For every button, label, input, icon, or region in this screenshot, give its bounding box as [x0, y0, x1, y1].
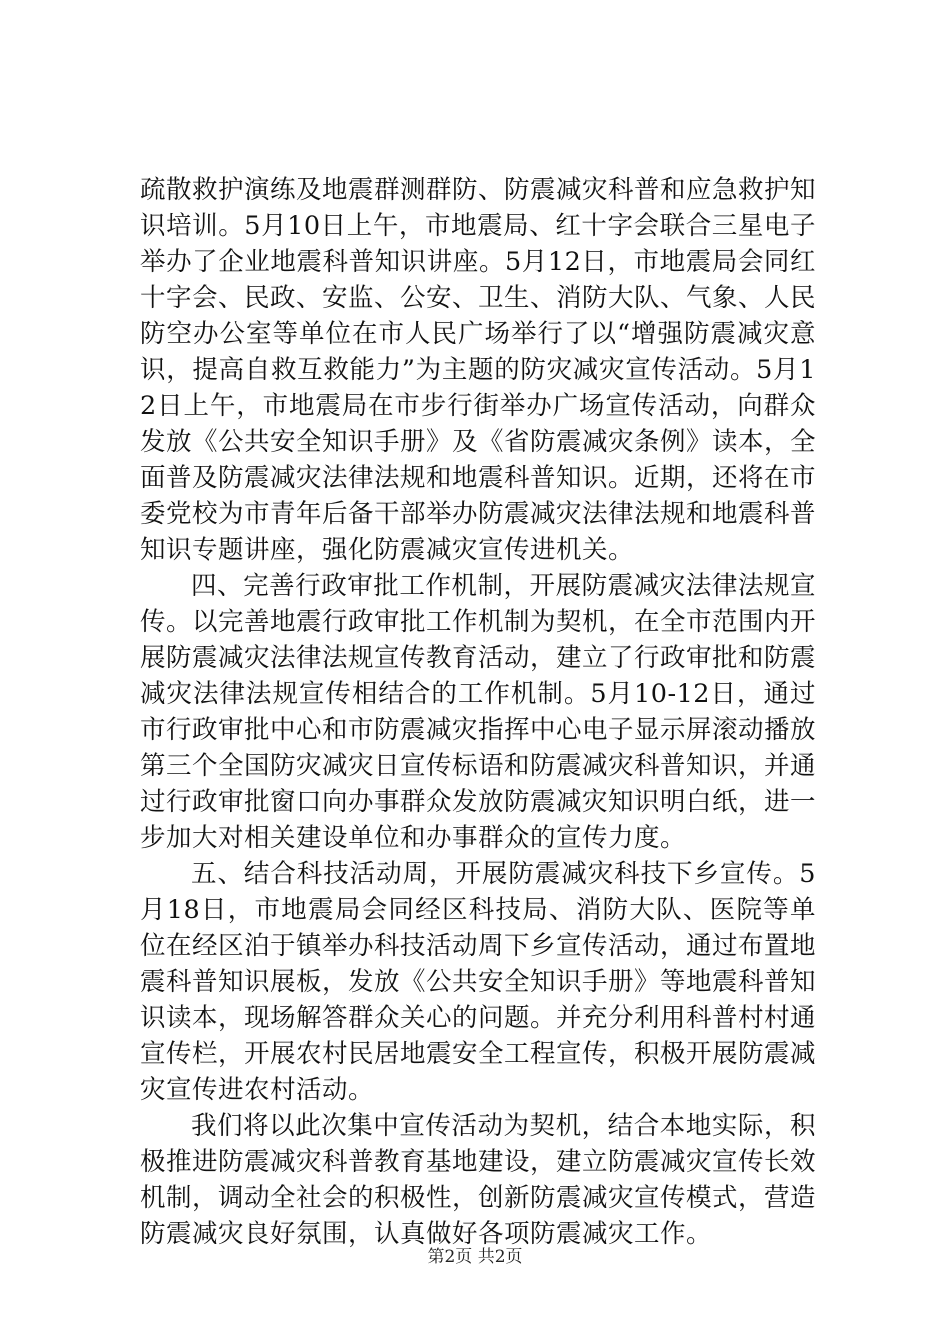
page-number-footer: 第2页 共2页: [427, 1247, 523, 1267]
paragraph-1: 疏散救护演练及地震群测群防、防震减灾科普和应急救护知识培训。5月10日上午，市地震局、红十字会联合三星电子举办了企业地震科普知识讲座。5月12日，市地震局会同红十字会、民政、安监、公安、卫生、消防大队、气象、人民防空办公室等单位在市人民广场举行了以“增强防震减灾意识，提高自救互救能力”为主题的防灾减灾宣传活动。5月12日上午，市地震局在市步行街举办广场宣传活动，向群众发放《公共安全知识手册》及《省防震减灾条例》读本，全面普及防震减灾法律法规和地震科普知识。近期，还将在市委党校为市青年后备干部举办防震减灾法律法规和地震科普知识专题讲座，强化防震减灾宣传进机关。: [140, 175, 817, 565]
paragraph-3: 五、结合科技活动周，开展防震减灾科技下乡宣传。5月18日，市地震局会同经区科技局、消防大队、医院等单位在经区泊于镇举办科技活动周下乡宣传活动，通过布置地震科普知识展板，发放《公共安全知识手册》等地震科普知识读本，现场解答群众关心的问题。并充分利用科普村村通宣传栏，开展农村民居地震安全工程宣传，积极开展防震减灾宣传进农村活动。: [140, 859, 817, 1105]
paragraph-4: 我们将以此次集中宣传活动为契机，结合本地实际，积极推进防震减灾科普教育基地建设，建立防震减灾宣传长效机制，调动全社会的积极性，创新防震减灾宣传模式，营造防震减灾良好氛围，认真做好各项防震减灾工作。: [140, 1111, 817, 1249]
paragraph-2: 四、完善行政审批工作机制，开展防震减灾法律法规宣传。以完善地震行政审批工作机制为契机，在全市范围内开展防震减灾法律法规宣传教育活动，建立了行政审批和防震减灾法律法规宣传相结合的工作机制。5月10-12日，通过市行政审批中心和市防震减灾指挥中心电子显示屏滚动播放第三个全国防灾减灾日宣传标语和防震减灾科普知识，并通过行政审批窗口向办事群众发放防震减灾知识明白纸，进一步加大对相关建设单位和办事群众的宣传力度。: [140, 571, 817, 853]
document-body: [140, 172, 816, 1252]
